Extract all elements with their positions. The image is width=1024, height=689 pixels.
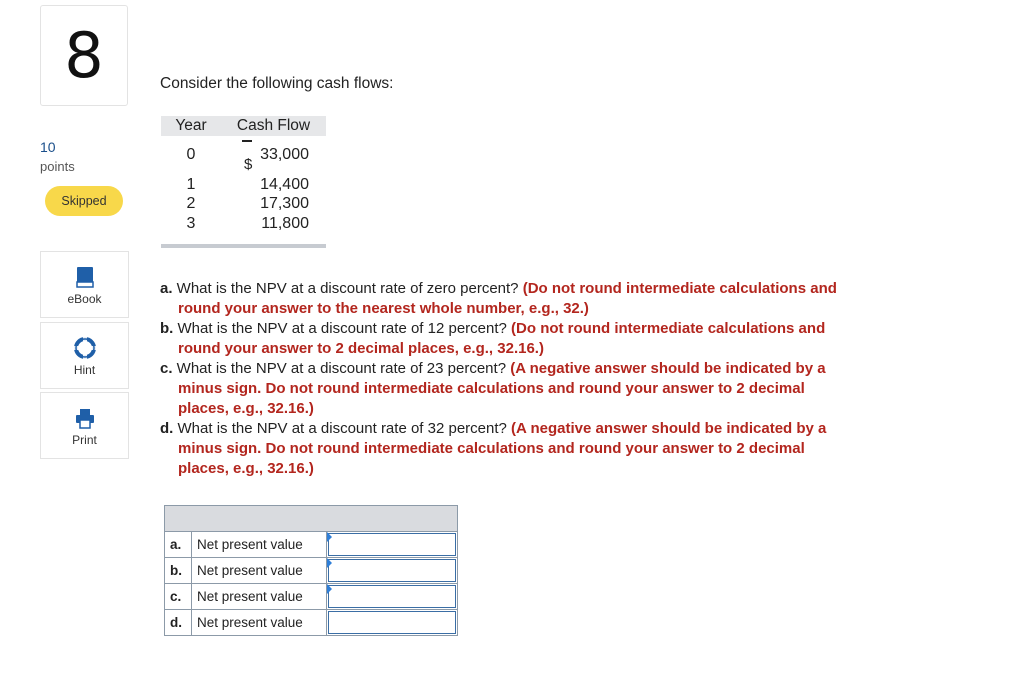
question-d: [160, 419, 850, 479]
npv-input-d[interactable]: [328, 611, 456, 634]
answer-letter: d.: [165, 610, 192, 635]
answer-label: Net present value: [192, 610, 327, 635]
answer-letter: c.: [165, 584, 192, 609]
cash-flow-header-label: Cash Flow: [236, 117, 311, 134]
answer-cell: [327, 558, 457, 583]
cash-flow-cell: 11,800: [261, 215, 309, 232]
table-row: [165, 610, 457, 635]
answer-label: Net present value: [192, 532, 327, 557]
question-instruction: (A negative answer should be indicated by a minus sign. Do not round intermediate calculations and round your answer to 2 decimal places, e.g., 32.16.): [178, 420, 827, 477]
table-row: [161, 215, 326, 233]
answer-cell: [327, 532, 457, 557]
points-value: 10: [40, 139, 56, 155]
cash-flow-cell: 17,300: [260, 195, 309, 212]
year-header: Year: [175, 117, 207, 134]
flag-icon: [327, 584, 332, 594]
table-row: [161, 176, 326, 194]
question-a: [160, 279, 850, 319]
question-letter: c.: [160, 360, 173, 377]
print-label: Print: [72, 433, 97, 447]
question-text: What is the NPV at a discount rate of 12 percent?: [173, 320, 512, 337]
question-list: [160, 279, 850, 479]
answer-table-header: [165, 506, 457, 532]
flag-icon: [327, 532, 332, 542]
answer-letter: a.: [165, 532, 192, 557]
question-text: What is the NPV at a discount rate of 23 percent?: [172, 360, 511, 377]
npv-input-a[interactable]: [328, 533, 456, 556]
npv-input-c[interactable]: [328, 585, 456, 608]
answer-cell: [327, 584, 457, 609]
question-letter: b.: [160, 320, 174, 337]
year-cell: 1: [186, 176, 196, 193]
book-icon: [76, 266, 94, 288]
table-row: [161, 146, 326, 164]
ebook-label: eBook: [67, 292, 102, 306]
lifebuoy-icon: [74, 337, 96, 359]
answer-label: Net present value: [192, 584, 327, 609]
question-c: [160, 359, 850, 419]
question-letter: d.: [160, 420, 174, 437]
currency-symbol: $: [244, 156, 253, 173]
cash-flow-table: [161, 116, 326, 136]
cash-flow-cell: 33,000: [260, 146, 309, 163]
question-text: What is the NPV at a discount rate of zero percent?: [172, 280, 523, 297]
table-row: [165, 558, 457, 584]
table-row: [165, 584, 457, 610]
question-number-box: [40, 5, 128, 106]
npv-input-b[interactable]: [328, 559, 456, 582]
table-row: [161, 195, 326, 213]
answer-table: [164, 505, 458, 636]
question-text: What is the NPV at a discount rate of 32 percent?: [173, 420, 512, 437]
question-instruction: (Do not round intermediate calculations and round your answer to 2 decimal places, e.g., 32.16.): [178, 320, 826, 357]
table-row: [165, 532, 457, 558]
ebook-button[interactable]: [40, 251, 129, 318]
cash-flow-cell: 14,400: [260, 176, 309, 193]
table-divider: [161, 244, 326, 248]
minus-sign: [242, 140, 252, 142]
question-prompt: Consider the following cash flows:: [160, 75, 394, 92]
points-label: points: [40, 159, 75, 174]
answer-letter: b.: [165, 558, 192, 583]
printer-icon: [75, 407, 95, 429]
question-b: [160, 319, 850, 359]
hint-button[interactable]: [40, 322, 129, 389]
flag-icon: [327, 558, 332, 568]
print-button[interactable]: [40, 392, 129, 459]
year-cell: 0: [186, 146, 196, 163]
question-letter: a.: [160, 280, 173, 297]
year-cell: 3: [186, 215, 196, 232]
question-number: 8: [64, 18, 104, 92]
hint-label: Hint: [73, 363, 96, 377]
year-cell: 2: [186, 195, 196, 212]
answer-cell: [327, 610, 457, 635]
answer-label: Net present value: [192, 558, 327, 583]
points-block: [40, 138, 75, 176]
question-instruction: (A negative answer should be indicated by a minus sign. Do not round intermediate calculations and round your answer to 2 decimal places, e.g., 32.16.): [178, 360, 826, 417]
status-badge: Skipped: [45, 186, 123, 216]
question-instruction: (Do not round intermediate calculations and round your answer to the nearest whole number, e.g., 32.): [178, 280, 837, 317]
cash-flow-header: [161, 116, 326, 136]
